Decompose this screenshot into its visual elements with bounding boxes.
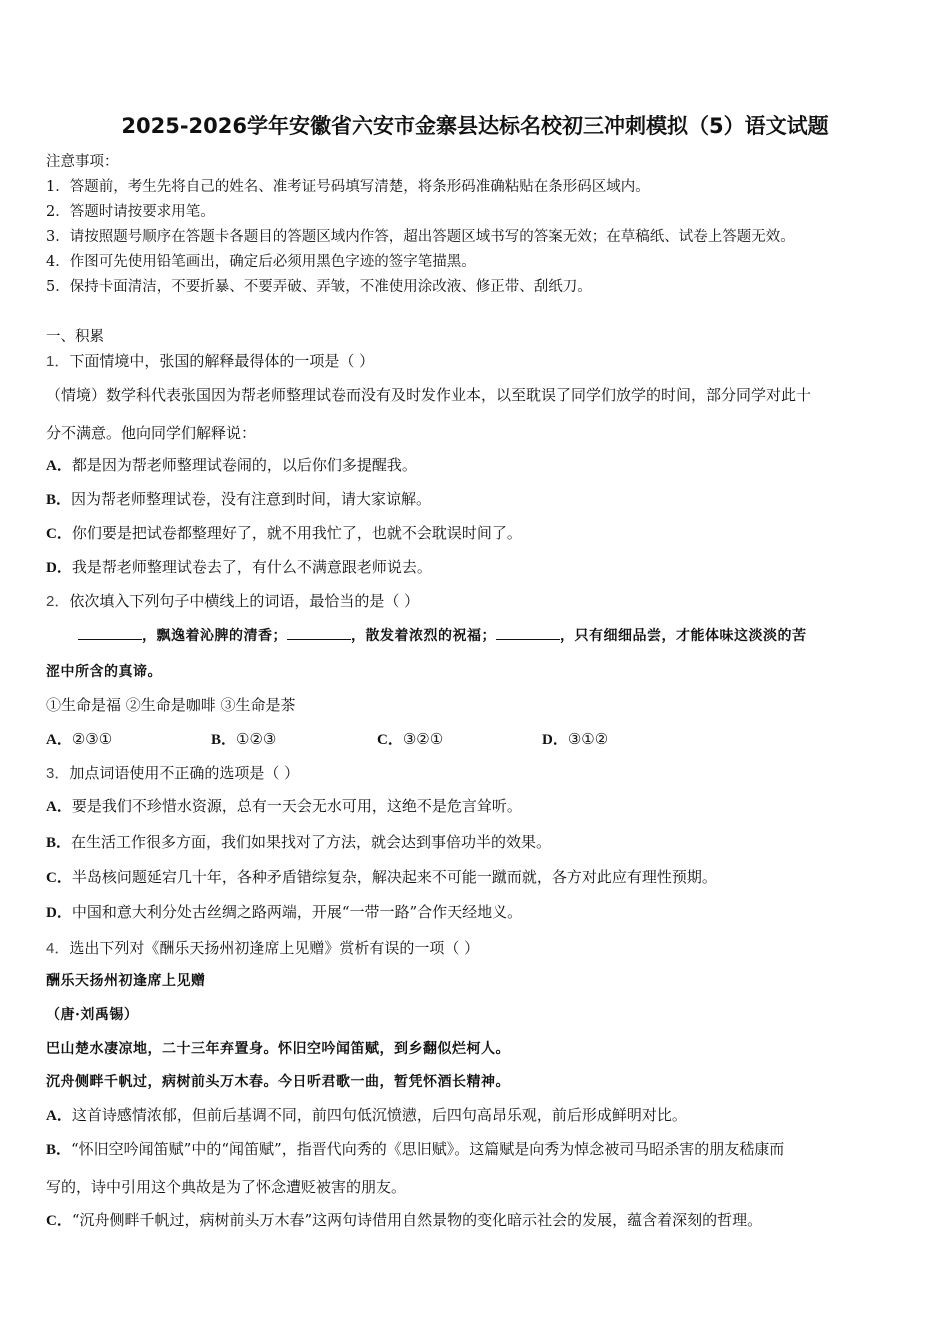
option-c — [46, 523, 522, 544]
option-b — [211, 729, 276, 750]
option-label: C． — [377, 732, 403, 748]
option-d — [542, 729, 608, 750]
option-text: ③②① — [402, 730, 444, 748]
option-label: D． — [46, 560, 72, 576]
option-label: B． — [46, 1142, 72, 1158]
option-text: 这首诗感情浓郁，但前后基调不同，前四句低沉愤懑，后四句高昂乐观，前后形成鲜明对比。 — [71, 1106, 687, 1124]
option-label: D． — [542, 732, 568, 748]
fill-blank[interactable] — [78, 625, 142, 640]
notice-item: 3．请按照题号顺序在答题卡各题目的答题区域内作答，超出答题区域书写的答案无效；在草稿纸、试卷上答题无效。 — [46, 229, 795, 245]
option-b — [46, 832, 551, 853]
option-a — [46, 455, 417, 476]
option-label: C． — [46, 870, 72, 886]
question-3-stem — [46, 763, 299, 784]
option-c — [46, 1210, 762, 1231]
option-text: “沉舟侧畔千帆过，病树前头万木春”这两句诗借用自然景物的变化暗示社会的发展，蕴含着深刻的哲理。 — [71, 1211, 763, 1229]
question-text: 加点词语使用不正确的选项是（ ） — [69, 764, 300, 782]
option-c — [46, 867, 717, 888]
option-label: C． — [46, 526, 72, 542]
question-2-choices: ①生命是福 ②生命是咖啡 ③生命是茶 — [46, 696, 296, 714]
option-a — [46, 1105, 687, 1126]
option-label: B． — [211, 732, 237, 748]
question-2-sentence-cont: 涩中所含的真谛。 — [46, 664, 162, 680]
question-number: 4． — [46, 940, 70, 957]
option-d — [46, 557, 432, 578]
option-b — [46, 1139, 784, 1160]
option-label: C． — [46, 1213, 72, 1229]
option-text: ③①② — [567, 730, 609, 748]
question-number: 1． — [46, 353, 70, 370]
option-text: 在生活工作很多方面，我们如果找对了方法，就会达到事倍功半的效果。 — [71, 833, 552, 851]
option-d — [46, 902, 522, 923]
question-text: 选出下列对《酬乐天扬州初逢席上见赠》赏析有误的一项（ ） — [69, 939, 480, 957]
option-text: 半岛核问题延宕几十年，各种矛盾错综复杂，解决起来不可能一蹴而就，各方对此应有理性预期。 — [71, 868, 717, 886]
option-label: A． — [46, 458, 72, 474]
option-text: ①②③ — [236, 730, 277, 748]
option-a — [46, 729, 112, 750]
notice-item: 5．保持卡面清洁，不要折暴、不要弄破、弄皱，不准使用涂改液、修正带、刮纸刀。 — [46, 279, 592, 295]
poem-line: 沉舟侧畔千帆过，病树前头万木春。今日听君歌一曲，暂凭怀酒长精神。 — [46, 1074, 510, 1090]
question-1-stem — [46, 351, 374, 372]
question-2-stem — [46, 591, 419, 612]
option-label: A． — [46, 1108, 72, 1124]
option-text: “怀旧空吟闻笛赋”中的“闻笛赋”，指晋代向秀的《思旧赋》。这篇赋是向秀为悼念被司马昭杀害的朋友嵇康而 — [71, 1140, 785, 1158]
notice-heading: 注意事项： — [46, 154, 119, 170]
poem-line: 巴山楚水凄凉地，二十三年弃置身。怀旧空吟闻笛赋，到乡翻似烂柯人。 — [46, 1041, 510, 1057]
section-heading: 一、积累 — [46, 329, 104, 345]
fill-blank[interactable] — [287, 625, 351, 640]
option-text: 我是帮老师整理试卷去了，有什么不满意跟老师说去。 — [71, 558, 432, 576]
question-1-context: 分不满意。他向同学们解释说： — [46, 424, 257, 442]
option-text: 中国和意大利分处古丝绸之路两端，开展“一带一路”合作天经地义。 — [71, 903, 523, 921]
option-b-cont: 写的，诗中引用这个典故是为了怀念遭贬被害的朋友。 — [46, 1178, 407, 1196]
sentence-segment: ，飘逸着沁脾的清香； — [142, 628, 287, 644]
notice-item: 1．答题前，考生先将自己的姓名、准考证号码填写清楚，将条形码准确粘贴在条形码区域内。 — [46, 179, 650, 195]
question-number: 2． — [46, 593, 70, 610]
option-b — [46, 489, 431, 510]
page-title: 2025-2026学年安徽省六安市金寨县达标名校初三冲刺模拟（5）语文试题 — [121, 114, 829, 138]
option-text: 你们要是把试卷都整理好了，就不用我忙了，也就不会耽误时间了。 — [71, 524, 522, 542]
option-label: A． — [46, 799, 72, 815]
notice-item: 4．作图可先使用铅笔画出，确定后必须用黑色字迹的签字笔描黑。 — [46, 254, 476, 270]
option-text: ②③① — [71, 730, 113, 748]
option-text: 都是因为帮老师整理试卷闹的，以后你们多提醒我。 — [71, 456, 417, 474]
option-a — [46, 796, 522, 817]
sentence-segment: ，散发着浓烈的祝福； — [351, 628, 496, 644]
question-4-stem — [46, 938, 479, 959]
notice-item: 2．答题时请按要求用笔。 — [46, 204, 215, 220]
option-c — [377, 729, 443, 750]
option-text: 因为帮老师整理试卷，没有注意到时间，请大家谅解。 — [71, 490, 432, 508]
question-text: 依次填入下列句子中横线上的词语，最恰当的是（ ） — [69, 592, 420, 610]
question-1-context: （情境）数学科代表张国因为帮老师整理试卷而没有及时发作业本，以至耽误了同学们放学的时间，部分同学对此十 — [46, 386, 812, 404]
option-label: A． — [46, 732, 72, 748]
poem-author: （唐·刘禹锡） — [46, 1007, 139, 1023]
option-label: B． — [46, 835, 72, 851]
question-text: 下面情境中，张国的解释最得体的一项是（ ） — [69, 352, 375, 370]
option-text: 要是我们不珍惜水资源，总有一天会无水可用，这绝不是危言耸听。 — [71, 797, 522, 815]
fill-blank[interactable] — [496, 625, 560, 640]
option-label: D． — [46, 905, 72, 921]
poem-title: 酬乐天扬州初逢席上见赠 — [46, 973, 206, 989]
option-label: B． — [46, 492, 72, 508]
sentence-segment: ，只有细细品尝，才能体味这淡淡的苦 — [560, 628, 807, 644]
question-2-sentence — [78, 625, 807, 646]
question-number: 3． — [46, 765, 70, 782]
